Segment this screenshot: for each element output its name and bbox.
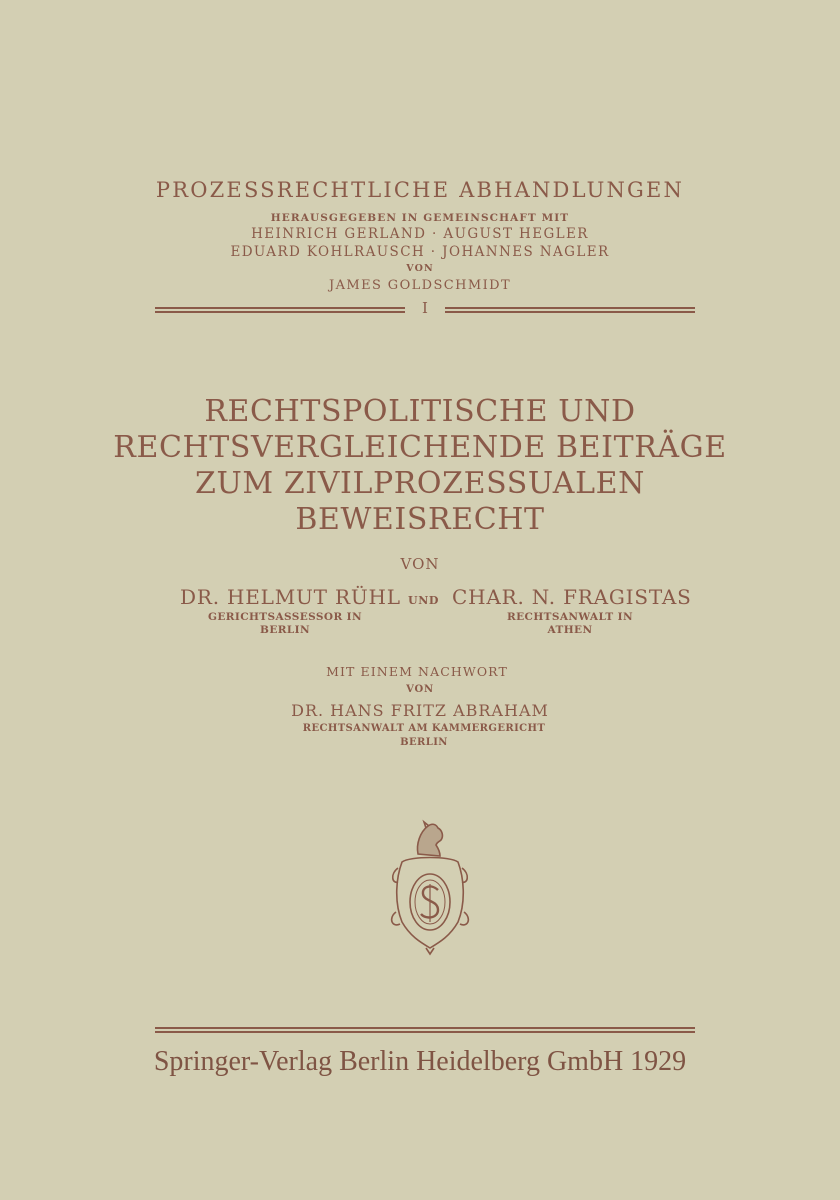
author-1-affiliation-line-1: GERICHTSASSESSOR IN [208,611,362,623]
book-title-line-3: ZUM ZIVILPROZESSUALEN [195,466,645,501]
series-title: PROZESSRECHTLICHE ABHANDLUNGEN [155,178,685,202]
author-2-name: CHAR. N. FRAGISTAS [452,585,692,609]
afterword-author-affiliation-line-2: BERLIN [400,737,448,748]
publisher-rule [155,1027,695,1029]
afterword-author-affiliation-line-1: RECHTSANWALT AM KAMMERGERICHT [302,723,546,734]
springer-horse-emblem-icon [388,818,472,956]
afterword-author-name: DR. HANS FRITZ ABRAHAM [291,701,549,720]
volume-rule-right [445,307,695,309]
author-1-name: DR. HELMUT RÜHL [180,585,401,609]
series-main-editor: JAMES GOLDSCHMIDT [328,278,512,293]
book-title-line-1: RECHTSPOLITISCHE UND [204,394,636,429]
afterword-von: VON [406,684,434,695]
afterword-intro: MIT EINEM NACHWORT [326,664,508,679]
author-2-affiliation-line-2: ATHEN [547,624,593,636]
volume-number: I [422,299,428,317]
author-1-affiliation-line-2: BERLIN [260,624,310,636]
author-2-affiliation-line-1: RECHTSANWALT IN [507,611,633,623]
series-editors-line-1: HEINRICH GERLAND · AUGUST HEGLER [251,226,589,242]
author-2-affiliation [485,611,655,637]
author-1-affiliation [190,611,380,637]
series-editors-intro: HERAUSGEGEBEN IN GEMEINSCHAFT MIT [270,212,570,224]
book-title-line-2: RECHTSVERGLEICHENDE BEITRÄGE [113,430,727,465]
volume-rule-row [155,299,695,318]
publisher-imprint: Springer-Verlag Berlin Heidelberg GmbH 1929 [153,1046,687,1077]
authors-von: VON [400,555,440,573]
series-editors-line-2: EDUARD KOHLRAUSCH · JOHANNES NAGLER [230,244,610,260]
book-title-line-4: BEWEISRECHT [295,502,545,537]
series-von: VON [406,263,434,274]
authors-conjunction: UND [408,594,439,607]
